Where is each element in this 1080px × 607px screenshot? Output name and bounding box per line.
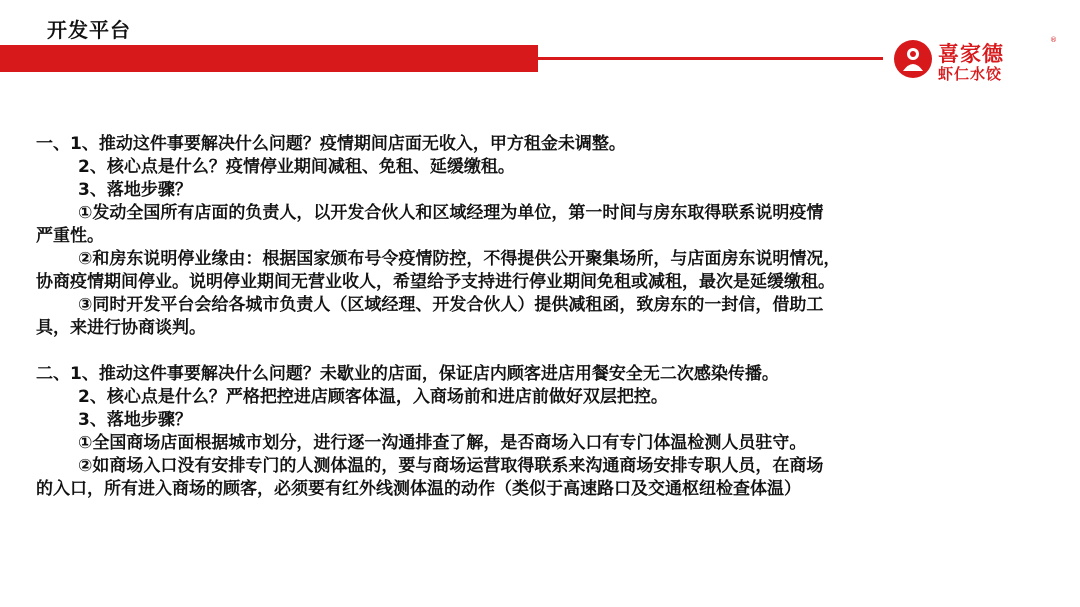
section2-line: ①全国商场店面根据城市划分，进行逐一沟通排查了解，是否商场入口有专门体温检测人员驻守。 [78, 433, 807, 453]
header-red-bar [0, 45, 538, 72]
section2-line: 2、核心点是什么？严格把控进店顾客体温，入商场前和进店前做好双层把控。 [78, 387, 668, 407]
logo-registered-mark: ® [1050, 36, 1057, 44]
logo-brand-sub: 虾仁水饺 [938, 65, 1003, 83]
header-thin-line [538, 57, 883, 60]
logo-emblem-icon [894, 40, 932, 78]
section-gap [36, 340, 1046, 363]
section1-line: ②和房东说明停业缘由：根据国家颁布号令疫情防控，不得提供公开聚集场所，与店面房东说明情况， [78, 249, 841, 269]
section2-line: 二、1、推动这件事要解决什么问题？未歇业的店面，保证店内顾客进店用餐安全无二次感染传播。 [36, 364, 779, 384]
slide-title: 开发平台 [47, 18, 131, 42]
section2-line: 3、落地步骤？ [78, 410, 192, 430]
section-1 [36, 133, 1046, 340]
section1-line: 协商疫情期间停业。说明停业期间无营业收人，希望给予支持进行停业期间免租或减租，最次是延缓缴租。 [36, 272, 835, 292]
section1-line: 具，来进行协商谈判。 [36, 318, 206, 338]
logo-brand-name: 喜家德 [938, 42, 1004, 66]
section2-line: ②如商场入口没有安排专门的人测体温的，要与商场运营取得联系来沟通商场安排专职人员，在商场 [78, 456, 824, 476]
section1-line: 一、1、推动这件事要解决什么问题？疫情期间店面无收入，甲方租金未调整。 [36, 134, 626, 154]
slide-body [36, 133, 1046, 501]
section1-line: 2、核心点是什么？疫情停业期间减租、免租、延缓缴租。 [78, 157, 515, 177]
section2-line: 的入口，所有进入商场的顾客，必须要有红外线测体温的动作（类似于高速路口及交通枢纽检查体温） [36, 479, 801, 499]
section1-line: 严重性。 [36, 226, 104, 246]
section-2 [36, 363, 1046, 501]
section1-line: ①发动全国所有店面的负责人，以开发合伙人和区域经理为单位，第一时间与房东取得联系说明疫情 [78, 203, 824, 223]
section1-line: ③同时开发平台会给各城市负责人（区域经理、开发合伙人）提供减租函，致房东的一封信，借助工 [78, 295, 824, 315]
section1-line: 3、落地步骤？ [78, 180, 192, 200]
brand-logo [894, 36, 1057, 83]
